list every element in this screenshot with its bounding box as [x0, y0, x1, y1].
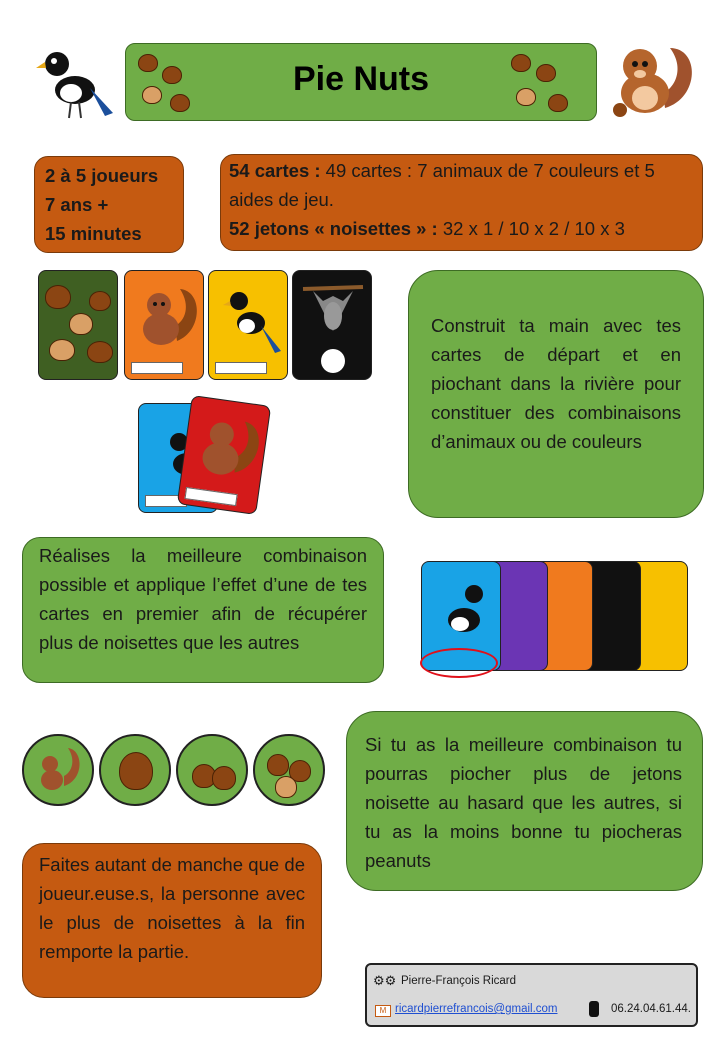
tokens-contents-detail: 32 x 1 / 10 x 2 / 10 x 3 [437, 218, 625, 239]
contact-email[interactable]: ricardpierrefrancois@gmail.com [395, 1003, 558, 1015]
rule-combo-box [22, 537, 384, 683]
title-banner [125, 43, 597, 121]
token-hazelnut-3 [253, 734, 325, 806]
rule-hand-box [408, 270, 704, 518]
duration-info: 15 minutes [45, 223, 142, 244]
contact-name: Pierre-François Ricard [401, 975, 517, 987]
rule-combo-text: Réalises la meilleure combinaison possible et applique l’effet d’une de tes cartes en premier afin de récupérer plus de noisettes que les autres [39, 545, 367, 653]
cards-contents-detail: 49 cartes : 7 animaux de 7 couleurs et 5 aides de jeu. [229, 160, 655, 210]
phone-icon [589, 1001, 599, 1017]
squirrel-logo-right [605, 38, 700, 123]
squirrel-card-red [177, 395, 272, 515]
magpie-card-yellow [208, 270, 288, 380]
players-count: 2 à 5 joueurs [45, 165, 159, 186]
contents-box [220, 154, 703, 251]
highlight-ellipse [420, 648, 498, 678]
tokens-contents [229, 214, 696, 243]
age-info: 7 ans + [45, 194, 109, 215]
bat-icon [293, 271, 372, 380]
contact-card [365, 963, 698, 1027]
email-icon: M [375, 1005, 391, 1017]
gear-icon: ⚙⚙ [373, 973, 397, 988]
token-hazelnut-2 [176, 734, 248, 806]
rule-draw-box [346, 711, 703, 891]
players-info-box [34, 156, 184, 253]
token-squirrel [22, 734, 94, 806]
bat-card-black [292, 270, 372, 380]
token-hazelnut-1 [99, 734, 171, 806]
magpie-logo-left [35, 38, 115, 123]
rule-end-box [22, 843, 322, 998]
nut-card [38, 270, 118, 380]
cards-contents [229, 156, 696, 214]
page-title: Pie Nuts [292, 60, 430, 98]
rule-end-text: Faites autant de manche que de joueur.euse.s, la personne avec le plus de noisettes à la fin remporte la partie. [39, 854, 305, 962]
squirrel-icon [24, 736, 92, 804]
squirrel-card-orange [124, 270, 204, 380]
contact-phone: 06.24.04.61.44. [611, 1003, 691, 1015]
tokens-contents-heading: 52 jetons « noisettes » : [229, 218, 438, 239]
rule-hand-text: Construit ta main avec tes cartes de départ et en piochant dans la rivière pour constituer des combinaisons d’animaux ou de couleurs [431, 315, 681, 452]
rule-draw-text: Si tu as la meilleure combinaison tu pourras piocher plus de jetons noisette au hasard que les autres, si tu as la moins bonne tu piocheras peanuts [365, 734, 682, 871]
cards-contents-heading: 54 cartes : [229, 160, 321, 181]
